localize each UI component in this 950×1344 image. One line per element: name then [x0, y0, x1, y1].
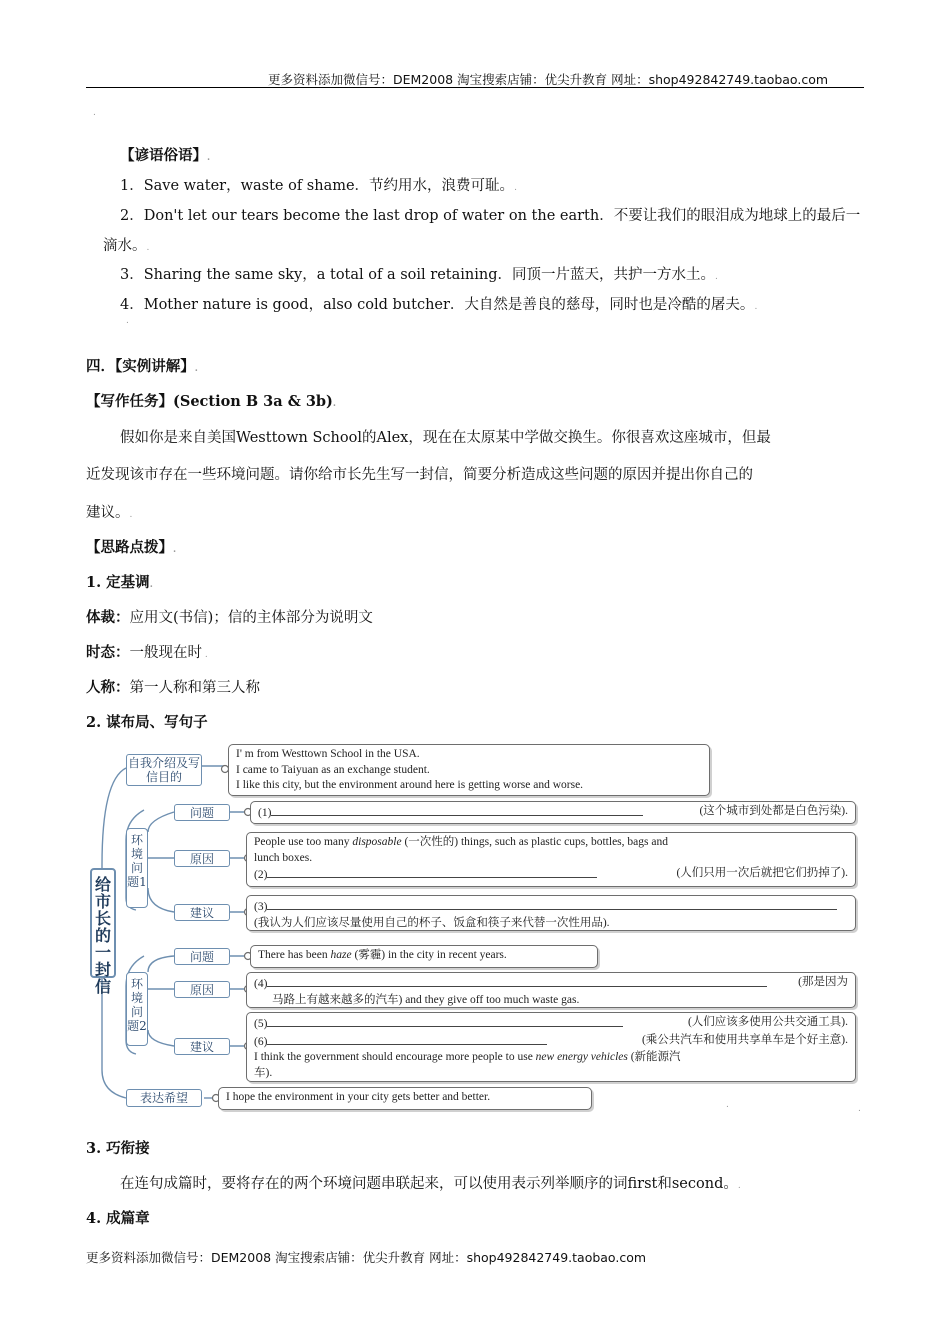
step-3-heading: 3. 巧衔接 [86, 1140, 150, 1157]
letter-root-label: 给市长的一封信 [90, 868, 116, 978]
hint-title: 【思路点拨】. [86, 539, 177, 556]
header-rule [86, 87, 864, 88]
step-1-heading: 1. 定基调. [86, 574, 153, 591]
proverb-item: 2．Don't let our tears become the last drop of water on the earth．不要让我们的眼泪成为地球上的最后一 [120, 208, 861, 224]
paragraph-mark: . [93, 108, 96, 118]
page-header: 更多资料添加微信号：DEM2008 淘宝搜索店铺：优尖升教育 网址：shop492842749.taobao.com [268, 72, 829, 87]
reason-label: 原因 [174, 981, 230, 998]
problem-1-box: (1) (这个城市到处都是白色污染). [250, 801, 856, 824]
reason-1-box: People use too many disposable (一次性的) things, such as plastic cups, bottles, bags and lunch boxes. (2) (人们只用一次后就把它们扔掉了). [246, 832, 856, 887]
task-text: 建议。. [86, 505, 133, 521]
step-3-text: 在连句成篇时，要将存在的两个环境问题串联起来，可以使用表示列举顺序的词first和second。. [120, 1176, 741, 1192]
proverbs-title: 【谚语俗语】. [120, 147, 211, 164]
paragraph-mark: . [858, 1104, 861, 1114]
advice-label: 建议 [174, 904, 230, 921]
person-line: 人称：第一人称和第三人称 [86, 679, 260, 696]
proverb-item-continued: 滴水。. [103, 238, 150, 254]
reason-2-box: (4) (那是因为 马路上有越来越多的汽车) and they give off too much waste gas. [246, 972, 856, 1008]
advice-1-box: (3) (我认为人们应该尽量使用自己的杯子、饭盒和筷子来代替一次性用品). [246, 895, 856, 931]
intro-box: I' m from Westtown School in the USA. I came to Taiyuan as an exchange student. I like this city, but the environment around here is getting worse and worse. [228, 744, 710, 796]
paragraph-mark: . [726, 1100, 729, 1110]
task-text: 近发现该市存在一些环境问题。请你给市长先生写一封信，简要分析造成这些问题的原因并提出你自己的 [86, 467, 753, 483]
advice-2-box: (5) (人们应该多使用公共交通工具). (6) (乘公共汽车和使用共享单车是个好主意). I think the government should encourage more people to use new energy vehicles (新能源汽 车). [246, 1012, 856, 1082]
reason-label: 原因 [174, 850, 230, 867]
mind-map-diagram [86, 740, 866, 1112]
page-footer: 更多资料添加微信号：DEM2008 淘宝搜索店铺：优尖升教育 网址：shop492842749.taobao.com [86, 1250, 647, 1265]
problem-label: 问题 [174, 948, 230, 965]
env-problem-1-label: 环境问题1 [126, 828, 148, 908]
step-4-heading: 4. 成篇章 [86, 1210, 150, 1227]
problem-label: 问题 [174, 804, 230, 821]
hope-label: 表达希望 [126, 1089, 202, 1107]
intro-label: 自我介绍及写信目的 [127, 756, 200, 784]
step-2-heading: 2. 谋布局、写句子 [86, 714, 208, 731]
task-text: 假如你是来自美国Westtown School的Alex，现在在太原某中学做交换生。你很喜欢这座城市，但最 [120, 430, 771, 446]
proverb-item: 3．Sharing the same sky，a total of a soil retaining．同顶一片蓝天，共护一方水土。. [120, 267, 718, 283]
genre-line: 体裁：应用文(书信)；信的主体部分为说明文 [86, 609, 373, 626]
task-title: 【写作任务】(Section B 3a & 3b). [86, 393, 337, 410]
hope-box: I hope the environment in your city gets better and better. [218, 1087, 592, 1110]
problem-2-box: There has been haze (雾霾) in the city in recent years. [250, 945, 598, 968]
proverb-item: 1．Save water，waste of shame．节约用水，浪费可耻。. [120, 178, 517, 194]
section-title: 四．【实例讲解】. [86, 358, 198, 375]
proverb-item: 4．Mother nature is good，also cold butcher．大自然是善良的慈母，同时也是冷酷的屠夫。. [120, 297, 758, 313]
tense-line: 时态：一般现在时 . [86, 644, 208, 661]
paragraph-mark: . [126, 316, 129, 326]
advice-label: 建议 [174, 1038, 230, 1055]
env-problem-2-label: 环境问题2 [126, 972, 148, 1046]
